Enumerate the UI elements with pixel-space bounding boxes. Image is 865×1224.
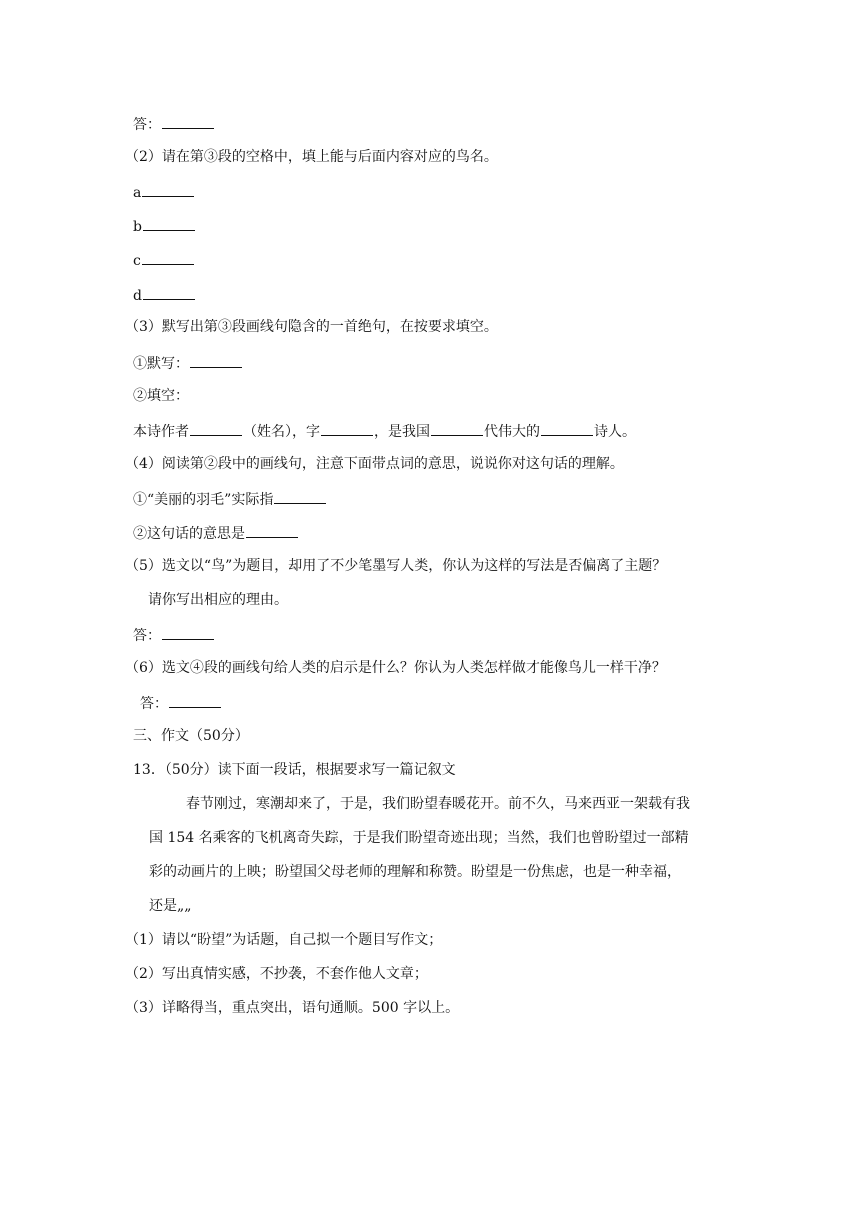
- answer-blank[interactable]: [162, 625, 214, 640]
- item-text: ①“美丽的羽毛”实际指: [133, 492, 274, 508]
- requirement-item: （2）写出真情实感，不抄袭，不套作他人文章；: [125, 966, 428, 982]
- answer-blank[interactable]: [541, 421, 593, 436]
- q13-title: 13．（50分）读下面一段话，根据要求写一篇记叙文: [133, 762, 456, 778]
- q4-item-1: [133, 489, 327, 509]
- answer-label: 答：: [133, 628, 161, 644]
- item-letter: d: [133, 288, 142, 304]
- q3-prompt: （3）默写出第③段画线句隐含的一首绝句，在按要求填空。: [125, 319, 498, 335]
- answer-blank[interactable]: [142, 182, 194, 197]
- answer-blank[interactable]: [246, 523, 298, 538]
- fill-text: （姓名），字: [243, 424, 320, 440]
- q3-fill-label: ②填空：: [133, 388, 189, 404]
- q4-prompt: （4）阅读第②段中的画线句，注意下面带点词的意思，说说你对这句话的理解。: [125, 456, 624, 472]
- q1-answer-line: [133, 114, 215, 134]
- q5-prompt-line1: （5）选文以“鸟”为题目，却用了不少笔墨写人类，你认为这样的写法是否偏离了主题？: [125, 558, 667, 574]
- passage-line: 国 154 名乘客的飞机离奇失踪，于是我们盼望奇迹出现；当然，我们也曾盼望过一部精: [149, 830, 689, 846]
- fill-text: 诗人。: [594, 424, 636, 440]
- q2-item-c: [133, 250, 195, 270]
- q3-fill-line: [133, 421, 636, 441]
- answer-blank[interactable]: [169, 693, 221, 708]
- answer-label: 答：: [133, 117, 161, 133]
- requirement-item: （1）请以“盼望”为话题，自己拟一个题目写作文；: [125, 932, 443, 948]
- q2-item-d: [133, 285, 196, 305]
- answer-blank[interactable]: [142, 250, 194, 265]
- q5-prompt-line2: 请你写出相应的理由。: [148, 592, 288, 608]
- answer-blank[interactable]: [190, 421, 242, 436]
- requirement-item: （3）详略得当，重点突出，语句通顺。500 字以上。: [125, 1000, 460, 1016]
- answer-blank[interactable]: [143, 216, 195, 231]
- q2-item-b: [133, 216, 196, 236]
- section3-heading: 三、作文（50分）: [133, 728, 249, 744]
- q2-item-a: [133, 182, 195, 202]
- item-letter: c: [133, 253, 141, 269]
- fill-text: ，是我国: [374, 424, 430, 440]
- q5-answer-line: [133, 625, 215, 645]
- q3-dictation-line: [133, 353, 243, 373]
- answer-blank[interactable]: [162, 114, 214, 129]
- dictation-label: ①默写：: [133, 356, 189, 372]
- passage-line: 春节刚过，寒潮却来了，于是，我们盼望春暖花开。前不久，马来西亚一架载有我: [186, 796, 690, 812]
- item-letter: b: [133, 219, 142, 235]
- answer-blank[interactable]: [190, 353, 242, 368]
- answer-blank[interactable]: [321, 421, 373, 436]
- q6-answer-line: [140, 693, 222, 713]
- q2-prompt: （2）请在第③段的空格中，填上能与后面内容对应的鸟名。: [125, 149, 498, 165]
- answer-blank[interactable]: [431, 421, 483, 436]
- answer-blank[interactable]: [274, 489, 326, 504]
- item-text: ②这句话的意思是: [133, 526, 245, 542]
- q4-item-2: [133, 523, 299, 543]
- answer-label: 答：: [140, 696, 168, 712]
- fill-text: 本诗作者: [133, 424, 189, 440]
- q6-prompt: （6）选文④段的画线句给人类的启示是什么？你认为人类怎样做才能像鸟儿一样干净？: [125, 660, 666, 676]
- passage-line: 彩的动画片的上映；盼望国父母老师的理解和称赞。盼望是一份焦虑，也是一种幸福，: [149, 864, 681, 880]
- item-letter: a: [133, 185, 142, 201]
- fill-text: 代伟大的: [484, 424, 540, 440]
- answer-blank[interactable]: [143, 285, 195, 300]
- passage-line: 还是„„: [149, 898, 192, 914]
